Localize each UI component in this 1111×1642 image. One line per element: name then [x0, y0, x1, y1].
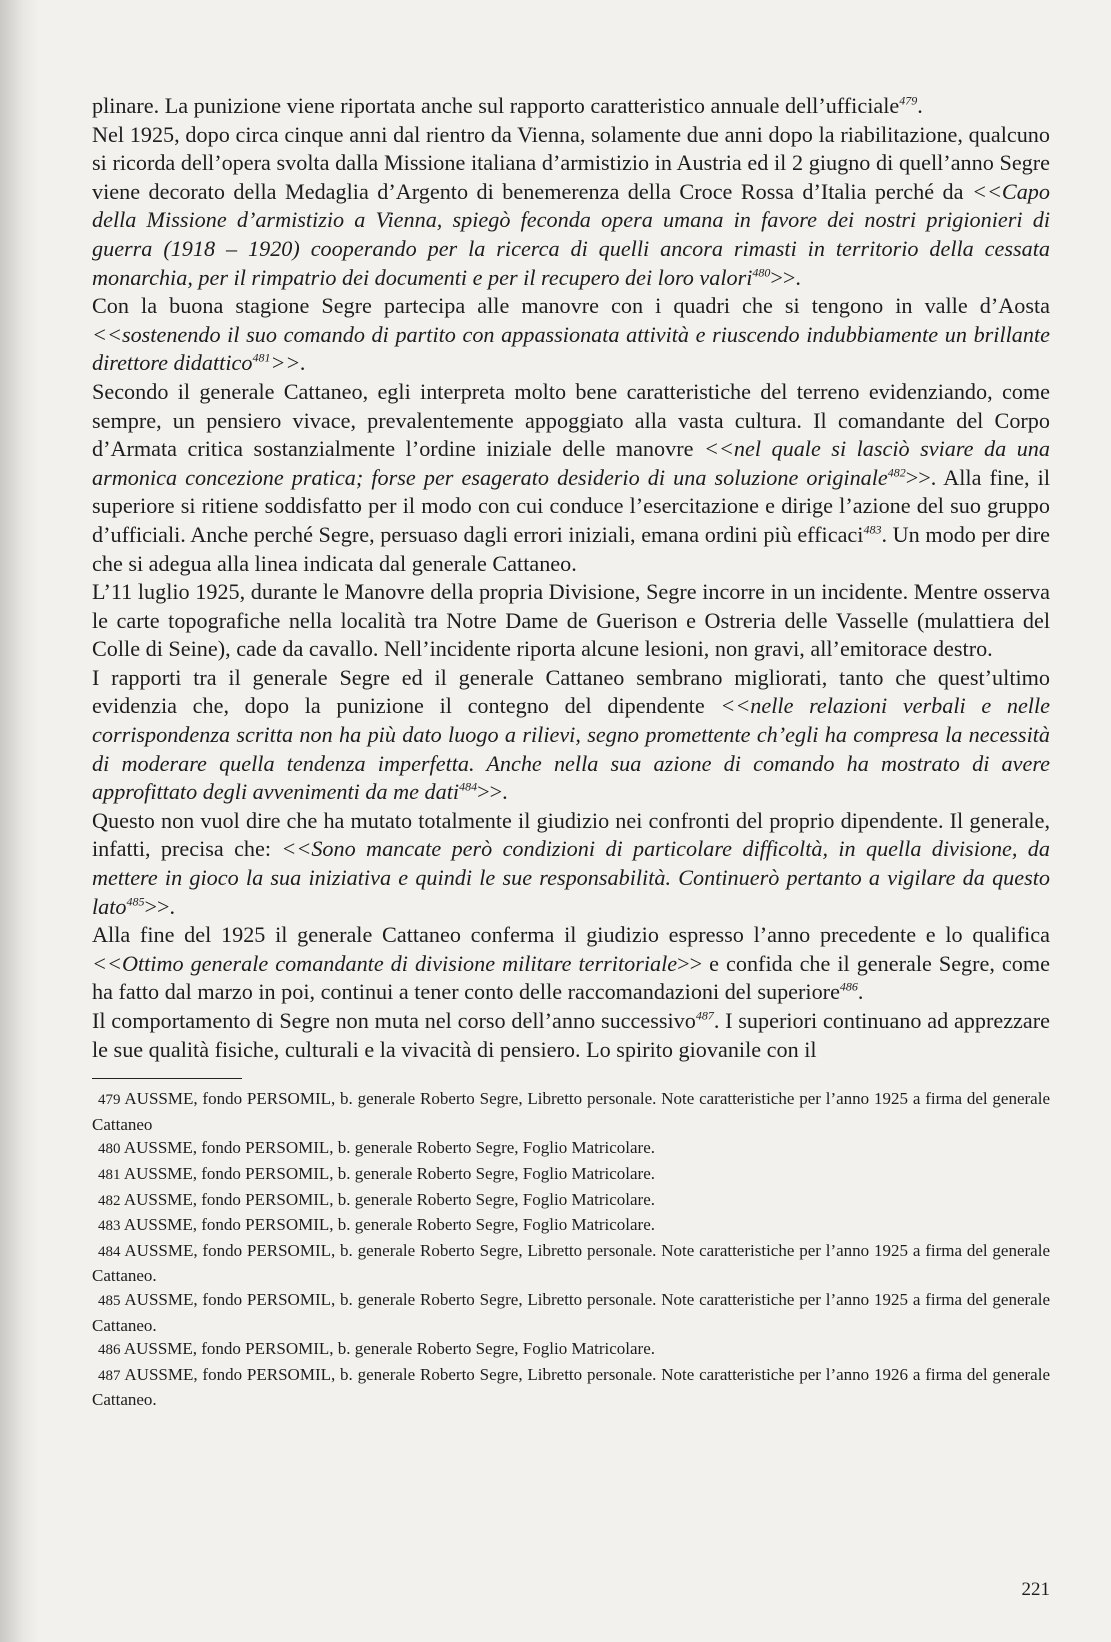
footnote — [92, 1087, 1050, 1136]
footnote-number: 481 — [98, 1166, 121, 1183]
body-text — [92, 92, 1050, 1064]
footnote — [92, 1162, 1050, 1188]
quote-text: <<Capo della Missione d’armistizio a Vienna, spiegò feconda opera umana in favore dei nostri prigionieri di guerra (1918 – 1920) cooperando per la ricerca di quelli ancora rimasti in territorio della cessata monarchia, per il rimpatrio dei documenti e per il recupero dei loro valori — [92, 178, 1050, 290]
footnote-ref: 480 — [752, 265, 771, 280]
page-number: 221 — [1021, 1579, 1050, 1600]
paragraph — [92, 92, 1050, 121]
quote-text: <<sostenendo il suo comando di partito con appassionata attività e riuscendo indubbiamente un brillante direttore didattico — [92, 321, 1050, 376]
page-edge-shadow — [0, 0, 40, 1642]
footnotes — [92, 1087, 1050, 1412]
footnote-text: AUSSME, fondo PERSOMIL, b. generale Roberto Segre, Foglio Matricolare. — [123, 1138, 655, 1158]
text-segment: >>. — [477, 779, 508, 805]
text-segment: >> e confida che il generale Segre, come ha fatto dal marzo in poi, continui a tener conto delle raccomandazioni del superiore — [92, 950, 1050, 1005]
text-segment: Alla fine del 1925 il generale Cattaneo conferma il giudizio espresso l’anno precedente e lo qualifica — [92, 922, 1050, 948]
footnote-text: AUSSME, fondo PERSOMIL, b. generale Roberto Segre, Foglio Matricolare. — [123, 1189, 655, 1209]
footnote-number: 479 — [98, 1092, 121, 1109]
footnote-text: AUSSME, fondo PERSOMIL, b. generale Roberto Segre, Libretto personale. Note caratteristiche per l’anno 1926 a firma del generale Cattaneo. — [92, 1364, 1050, 1410]
text-segment: >>. — [144, 893, 176, 919]
footnote — [92, 1188, 1050, 1214]
text-segment: Questo non vuol dire che ha mutato totalmente il giudizio nei confronti del proprio dipendente. Il generale, infatti, precisa che: — [92, 807, 1050, 862]
document-page — [92, 92, 1050, 1622]
footnote-text: AUSSME, fondo PERSOMIL, b. generale Roberto Segre, Libretto personale. Note caratteristiche per l’anno 1925 a firma del generale Cattaneo. — [92, 1289, 1050, 1335]
quote-text: >>. — [270, 350, 306, 376]
text-segment: . I superiori continuano ad apprezzare le sue qualità fisiche, culturali e la vivacità di pensiero. Lo spirito giovanile con il — [92, 1008, 1050, 1062]
footnote-ref: 486 — [839, 980, 858, 995]
footnote-number: 487 — [98, 1367, 121, 1384]
text-segment: plinare. La punizione viene riportata anche sul rapporto caratteristico annuale dell’ufficiale — [92, 93, 900, 118]
text-segment: . — [857, 979, 864, 1005]
footnote-text: AUSSME, fondo PERSOMIL, b. generale Roberto Segre, Foglio Matricolare. — [123, 1163, 655, 1183]
footnote-text: AUSSME, fondo PERSOMIL, b. generale Roberto Segre, Foglio Matricolare. — [123, 1215, 655, 1235]
text-segment: Il comportamento di Segre non muta nel corso dell’anno successivo — [92, 1008, 696, 1033]
quote-text: <<nelle relazioni verbali e nelle corrispondenza scritta non ha più dato luogo a rilievi, segno promettente ch’egli ha compresa la necessità di moderare quella tendenza imperfetta. Anche nella sua azione di comando ha mostrato di avere approfittato degli avvenimenti da me dati — [92, 693, 1050, 805]
footnote-text: AUSSME, fondo PERSOMIL, b. generale Roberto Segre, Libretto personale. Note caratteristiche per l’anno 1925 a firma del generale Cattaneo — [92, 1089, 1050, 1134]
paragraph — [92, 807, 1050, 921]
quote-text: <<Ottimo generale comandante di divisione militare territoriale — [92, 950, 678, 976]
text-segment: Nel 1925, dopo circa cinque anni dal rientro da Vienna, solamente due anni dopo la riabilitazione, qualcuno si ricorda dell’opera svolta dalla Missione italiana d’armistizio in Austria ed il 2 giugno di quell’anno Segre viene decorato della Medaglia d’Argento di benemerenza della Croce Rossa d’Italia perché da — [92, 121, 1050, 204]
quote-text: <<nel quale si lasciò sviare da una armonica concezione pratica; forse per esagerato desiderio di una soluzione originale — [92, 436, 1050, 490]
footnote-ref: 481 — [252, 350, 271, 365]
footnote-number: 484 — [98, 1243, 121, 1260]
text-segment: . — [917, 93, 923, 118]
footnote-number: 486 — [98, 1342, 121, 1359]
paragraph — [92, 664, 1050, 807]
paragraph — [92, 121, 1050, 293]
footnote-number: 485 — [98, 1292, 121, 1309]
text-segment: L’11 luglio 1925, durante le Manovre della propria Divisione, Segre incorre in un incidente. Mentre osserva le carte topografiche nella località tra Notre Dame de Guerison e Ostreria delle Vasselle (mulattiera del Colle di Seine), cade da cavallo. Nell’incidente riporta alcune lesioni, non gravi, all’emitorace destro. — [92, 579, 1050, 662]
footnote-ref: 479 — [899, 93, 918, 108]
footnote-ref: 487 — [695, 1008, 714, 1023]
footnote-ref: 482 — [887, 465, 906, 480]
footnote-number: 482 — [98, 1192, 121, 1209]
footnote — [92, 1136, 1050, 1162]
text-segment: Con la buona stagione Segre partecipa alle manovre con i quadri che si tengono in valle d’Aosta — [92, 293, 1050, 319]
quote-text: <<Sono mancate però condizioni di particolare difficoltà, in quella divisione, da mettere in gioco la sua iniziativa e quindi le sue responsabilità. Continuerò pertanto a vigilare da questo lato — [92, 836, 1050, 919]
footnote-text: AUSSME, fondo PERSOMIL, b. generale Roberto Segre, Libretto personale. Note caratteristiche per l’anno 1925 a firma del generale Cattaneo. — [92, 1240, 1050, 1286]
paragraph — [92, 1007, 1050, 1064]
footnote-text: AUSSME, fondo PERSOMIL, b. generale Roberto Segre, Foglio Matricolare. — [123, 1339, 655, 1359]
text-segment: I rapporti tra il generale Segre ed il generale Cattaneo sembrano migliorati, tanto che quest’ultimo evidenzia che, dopo la punizione il contegno del dipendente — [92, 664, 1050, 719]
footnote-ref: 485 — [126, 894, 145, 909]
footnote-number: 480 — [98, 1141, 121, 1158]
footnote — [92, 1213, 1050, 1239]
text-segment: >>. Alla fine, il superiore si ritiene soddisfatto per il modo con cui conduce l’esercitazione e dirige l’azione del suo gruppo d’ufficiali. Anche perché Segre, persuaso dagli errori iniziali, emana ordini più efficaci — [92, 464, 1050, 547]
footnote — [92, 1239, 1050, 1288]
text-segment: Secondo il generale Cattaneo, egli interpreta molto bene caratteristiche del terreno evidenziando, come sempre, un pensiero vivace, prevalentemente appoggiato alla vasta cultura. Il comandante del Corpo d’Armata critica sostanzialmente l’ordine iniziale delle manovre — [92, 378, 1050, 462]
paragraph — [92, 378, 1050, 578]
footnote-ref: 483 — [863, 522, 882, 537]
text-segment: >>. — [770, 264, 801, 290]
footnote-ref: 484 — [459, 779, 478, 794]
footnote — [92, 1363, 1050, 1412]
footnote — [92, 1337, 1050, 1363]
footnote-number: 483 — [98, 1218, 121, 1235]
paragraph — [92, 578, 1050, 664]
footnote-separator — [92, 1078, 242, 1079]
text-segment: . Un modo per dire che si adegua alla linea indicata dal generale Cattaneo. — [92, 521, 1050, 576]
paragraph — [92, 292, 1050, 378]
paragraph — [92, 921, 1050, 1007]
footnote — [92, 1288, 1050, 1337]
